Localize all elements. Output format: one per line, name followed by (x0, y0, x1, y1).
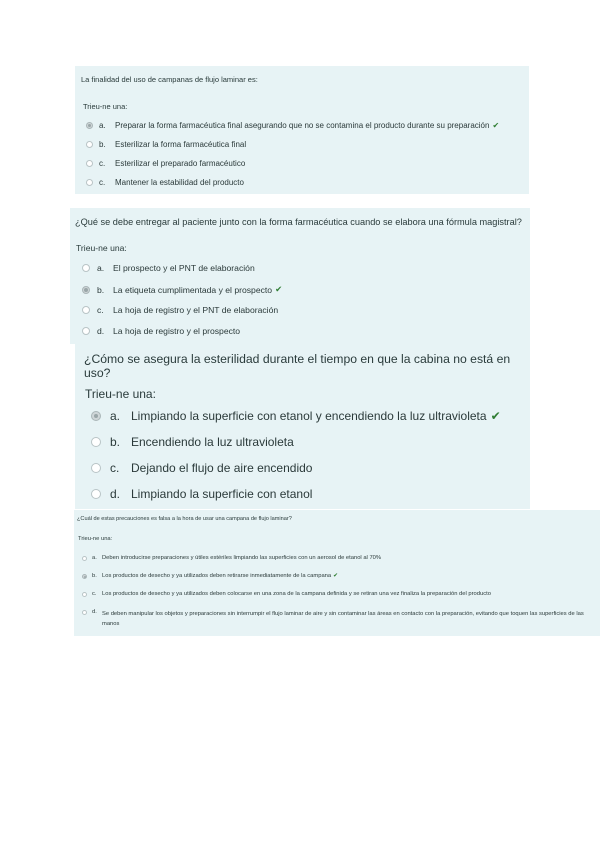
option-text: El prospecto y el PNT de elaboración (113, 263, 255, 273)
option-text: Esterilizar la forma farmacéutica final (115, 140, 247, 149)
radio-button[interactable] (86, 160, 93, 167)
radio-button[interactable] (82, 264, 90, 272)
check-icon: ✔ (490, 409, 501, 423)
option-a[interactable] (82, 555, 381, 561)
option-d[interactable] (86, 178, 244, 187)
radio-button[interactable] (82, 592, 87, 597)
option-letter: d. (110, 487, 121, 501)
option-text: Limpiando la superficie con etanol (131, 487, 313, 501)
option-b[interactable] (82, 573, 338, 579)
option-text: La hoja de registro y el PNT de elaboración (113, 305, 279, 315)
check-icon: ✔ (333, 573, 338, 579)
option-letter: c. (97, 305, 104, 315)
option-letter: c. (92, 591, 97, 597)
option-a[interactable] (91, 409, 501, 423)
option-b[interactable] (86, 140, 246, 149)
radio-button[interactable] (82, 327, 90, 335)
choose-one-label: Trieu-ne una: (83, 102, 128, 111)
option-letter: c. (110, 461, 120, 475)
option-text: Deben introducirse preparaciones y útiles estériles limpiando las superficies con un aerosol de etanol al 70% (102, 555, 382, 561)
option-d[interactable] (82, 326, 240, 336)
option-c[interactable] (82, 305, 278, 315)
option-letter: b. (92, 573, 97, 579)
option-letter: a. (110, 409, 121, 423)
radio-button[interactable] (82, 306, 90, 314)
question-text: La finalidad del uso de campanas de flujo laminar es: (81, 75, 258, 84)
option-letter: a. (97, 263, 105, 273)
option-text: Dejando el flujo de aire encendido (131, 461, 313, 475)
radio-button[interactable] (82, 574, 87, 579)
option-text: La etiqueta cumplimentada y el prospecto (113, 284, 273, 295)
option-text: Encendiendo la luz ultravioleta (131, 435, 294, 449)
question-text: ¿Cuál de estas precauciones es falsa a la hora de usar una campana de flujo laminar? (77, 516, 292, 522)
option-text: Preparar la forma farmacéutica final asegurando que no se contamina el producto durante su preparación (115, 121, 490, 130)
check-icon: ✔ (275, 284, 283, 294)
radio-button[interactable] (91, 463, 101, 473)
option-c[interactable] (91, 461, 312, 475)
option-d[interactable] (91, 487, 312, 501)
option-text: Los productos de desecho y ya utilizados deben retirarse inmediatamente de la campana (102, 573, 332, 579)
option-letter: b. (99, 140, 106, 149)
option-text: Mantener la estabilidad del producto (115, 178, 244, 187)
option-a[interactable] (86, 121, 499, 130)
option-letter: b. (97, 284, 105, 295)
option-c[interactable] (86, 159, 245, 168)
question-card-2 (70, 208, 530, 344)
choose-one-label: Trieu-ne una: (85, 387, 156, 401)
option-text: Limpiando la superficie con etanol y encendiendo la luz ultravioleta (131, 409, 487, 423)
question-card-1 (75, 66, 529, 194)
radio-button[interactable] (82, 610, 87, 615)
radio-button[interactable] (91, 437, 101, 447)
option-c[interactable] (82, 591, 491, 597)
option-text: Esterilizar el preparado farmacéutico (115, 159, 246, 168)
option-letter: c. (99, 178, 106, 187)
radio-button[interactable] (91, 411, 101, 421)
option-text: Se deben manipular los objetos y preparaciones sin interrumpir el flujo laminar de aire y sin contaminar las áreas en contacto con la preparación, evitando que toquen las superficies de las manos (102, 611, 584, 627)
question-text: ¿Qué se debe entregar al paciente junto con la forma farmacéutica cuando se elabora una fórmula magistral? (75, 217, 522, 227)
radio-button[interactable] (82, 286, 90, 294)
option-text: Los productos de desecho y ya utilizados deben colocarse en una zona de la campana definida y se retiran una vez finaliza la preparación del producto (102, 591, 491, 597)
option-d[interactable] (82, 609, 600, 629)
radio-button[interactable] (86, 141, 93, 148)
option-text: La hoja de registro y el prospecto (113, 326, 241, 336)
option-letter: b. (110, 435, 121, 449)
choose-one-label: Trieu-ne una: (76, 243, 127, 253)
option-letter: a. (99, 121, 106, 130)
radio-button[interactable] (86, 179, 93, 186)
option-letter: d. (97, 326, 105, 336)
check-icon: ✔ (492, 121, 500, 130)
radio-button[interactable] (91, 489, 101, 499)
option-letter: c. (99, 159, 106, 168)
question-card-4 (74, 510, 600, 636)
option-a[interactable] (82, 263, 255, 273)
option-letter: d. (92, 609, 97, 615)
question-card-3 (75, 344, 530, 509)
option-letter: a. (92, 555, 97, 561)
option-b[interactable] (91, 435, 294, 449)
radio-button[interactable] (86, 122, 93, 129)
choose-one-label: Trieu-ne una: (78, 536, 113, 542)
radio-button[interactable] (82, 556, 87, 561)
question-text: ¿Cómo se asegura la esterilidad durante el tiempo en que la cabina no está en uso? (84, 352, 511, 380)
option-b[interactable] (82, 284, 282, 295)
